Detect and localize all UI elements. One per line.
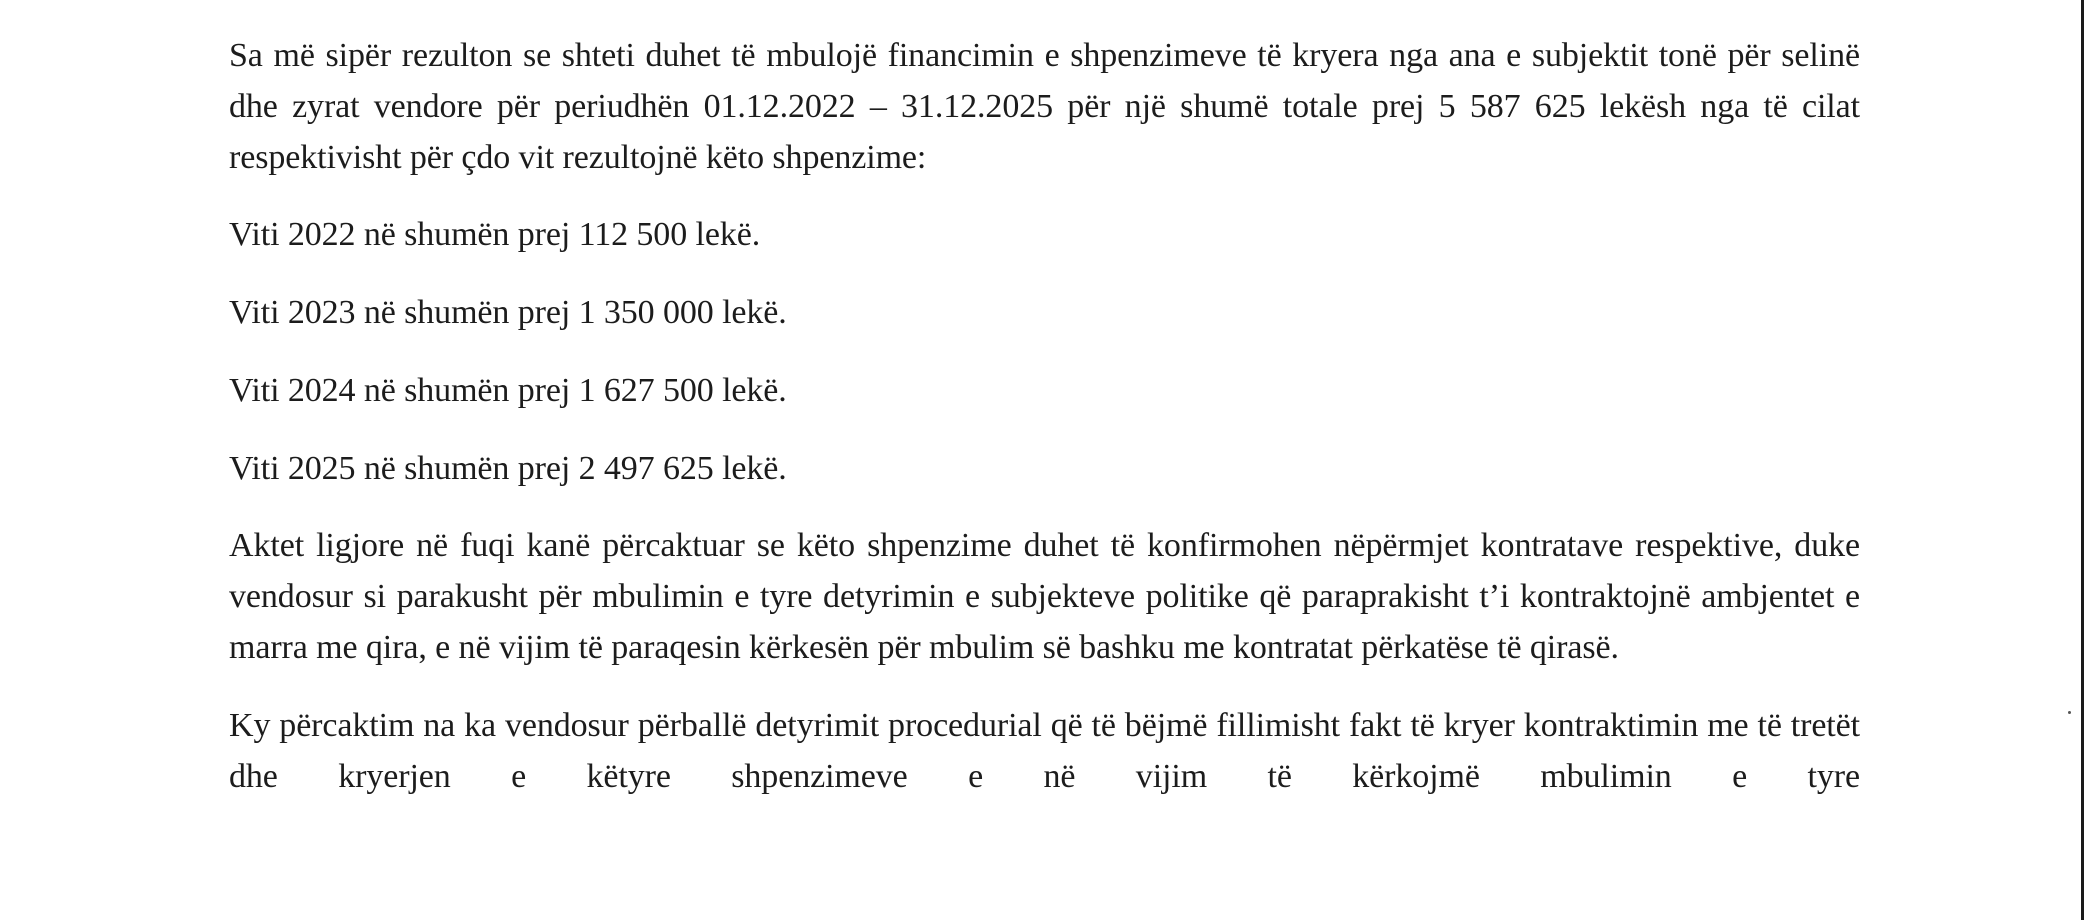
legal-acts-paragraph: Aktet ligjore në fuqi kanë përcaktuar se këto shpenzime duhet të konfirmohen nëpërmjet kontratave respektive, duke vendosur si parakusht për mbulimin e tyre detyrimin e subjekteve politike që paraprakisht t’i kontraktojnë ambjentet e marra me qira, e në vijim të paraqesin kërkesën për mbulim së bashku me kontratat përkatëse të qirasë.	[229, 527, 1860, 666]
page-edge-border	[2081, 0, 2084, 920]
year-2023-line: Viti 2023 në shumën prej 1 350 000 lekë.	[229, 294, 787, 331]
procedural-paragraph: Ky përcaktim na ka vendosur përballë detyrimit procedurial që të bëjmë fillimisht fakt të kryer kontraktimin me të tretët dhe kryerjen e këtyre shpenzimeve e në vijim të kërkojmë mbulimin e tyre	[229, 707, 1860, 795]
year-2025-line: Viti 2025 në shumën prej 2 497 625 lekë.	[229, 450, 787, 487]
scan-artifact-dot	[2068, 711, 2071, 714]
document-body	[229, 30, 1860, 802]
year-2022-line: Viti 2022 në shumën prej 112 500 lekë.	[229, 216, 761, 253]
year-2024-line: Viti 2024 në shumën prej 1 627 500 lekë.	[229, 372, 787, 409]
intro-paragraph: Sa më sipër rezulton se shteti duhet të mbulojë financimin e shpenzimeve të kryera nga ana e subjektit tonë për selinë dhe zyrat vendore për periudhën 01.12.2022 – 31.12.2025 për një shumë totale prej 5 587 625 lekësh nga të cilat respektivisht për çdo vit rezultojnë këto shpenzime:	[229, 37, 1860, 176]
